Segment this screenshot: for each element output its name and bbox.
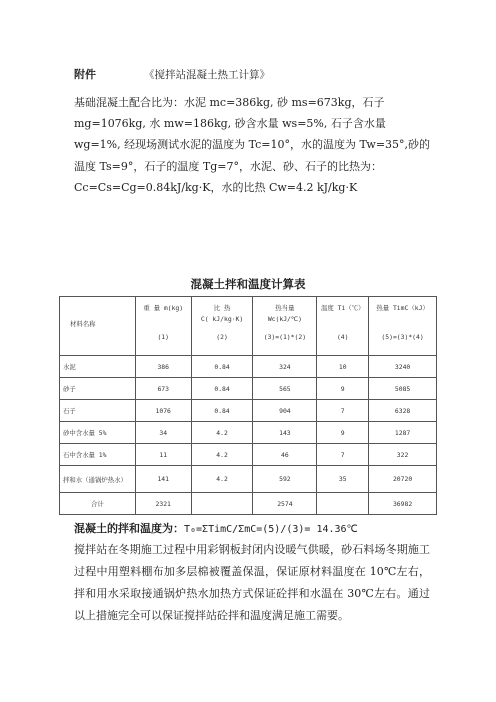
cell-heat-equivalent: 46 [253, 444, 317, 466]
table-title: 混凝土拌和温度计算表 [190, 277, 306, 291]
cell-total-specific-heat [191, 493, 253, 515]
cell-total-heat: 36982 [369, 493, 437, 515]
cell-heat-equivalent: 143 [253, 422, 317, 444]
cell-total-heat-equivalent: 2574 [253, 493, 317, 515]
cell-mass: 11 [135, 444, 191, 466]
cell-name: 砂中含水量 5% [60, 422, 136, 444]
cell-heat: 3240 [369, 356, 437, 378]
table-total-row [60, 493, 437, 515]
document-heading [74, 66, 270, 82]
cell-specific-heat: 4.2 [191, 422, 253, 444]
cell-total-mass: 2321 [135, 493, 191, 515]
table-row [60, 444, 437, 466]
cell-total-label: 合计 [60, 493, 136, 515]
table-row [60, 422, 437, 444]
cell-specific-heat: 0.84 [191, 378, 253, 400]
cell-mass: 386 [135, 356, 191, 378]
header-heat-equivalent: 热当量 Wc(kJ/℃) (3)=(1)*(2) [253, 297, 317, 356]
cell-heat: 5085 [369, 378, 437, 400]
cell-name: 水泥 [60, 356, 136, 378]
table-header-row [60, 297, 437, 356]
result-label: 混凝土的拌和温度为： [74, 522, 184, 535]
cell-heat: 20720 [369, 466, 437, 493]
cell-temperature: 7 [317, 444, 369, 466]
cell-temperature: 35 [317, 466, 369, 493]
cell-specific-heat: 0.84 [191, 400, 253, 422]
cell-heat: 6328 [369, 400, 437, 422]
cell-heat: 322 [369, 444, 437, 466]
header-temperature: 温度 Ti（℃） (4) [317, 297, 369, 356]
cell-specific-heat: 4.2 [191, 444, 253, 466]
table-row [60, 356, 437, 378]
table-row [60, 466, 437, 493]
cell-total-temperature [317, 493, 369, 515]
header-heat: 热量 TimC（kJ） (5)=(3)*(4) [369, 297, 437, 356]
cell-specific-heat: 0.84 [191, 356, 253, 378]
cell-temperature: 9 [317, 378, 369, 400]
table-row [60, 378, 437, 400]
cell-heat: 1287 [369, 422, 437, 444]
cell-temperature: 9 [317, 422, 369, 444]
header-specific-heat: 比 热 C( kJ/kg·K) (2) [191, 297, 253, 356]
cell-name: 石中含水量 1% [60, 444, 136, 466]
cell-mass: 1076 [135, 400, 191, 422]
table-row [60, 400, 437, 422]
cell-mass: 141 [135, 466, 191, 493]
cell-heat-equivalent: 904 [253, 400, 317, 422]
attachment-label: 附件 [74, 68, 96, 81]
cell-heat-equivalent: 592 [253, 466, 317, 493]
cell-mass: 673 [135, 378, 191, 400]
cell-heat-equivalent: 324 [253, 356, 317, 378]
cell-temperature: 7 [317, 400, 369, 422]
cell-specific-heat: 4.2 [191, 466, 253, 493]
header-weight: 重 量 m(kg) (1) [135, 297, 191, 356]
temperature-calc-table [59, 296, 437, 515]
document-title: 《搅拌站混凝土热工计算》 [144, 69, 270, 81]
cell-temperature: 10 [317, 356, 369, 378]
cell-mass: 34 [135, 422, 191, 444]
intro-text: 基础混凝土配合比为：水泥 mc=386kg, 砂 ms=673kg，石子 mg=1076kg, 水 mw=186kg, 砂含水量 ws=5%, 石子含水量 wg=1%, 经现场测试水泥的温度为 Tc=10°，水的温度为 Tw=35°,砂的温度 Ts=9°，石子的温度 Tg=7°，水泥、砂、石子的比热为：Cc=Cs=Cg=0.84kJ/kg·K，水的比热 Cw=4.2 kJ/kg·K [74, 96, 431, 194]
closing-paragraph [74, 539, 430, 627]
cell-name: 砂子 [60, 378, 136, 400]
intro-paragraph [74, 92, 432, 198]
cell-name: 石子 [60, 400, 136, 422]
mixing-temperature-result [74, 520, 358, 536]
cell-name: 拌和水（通锅炉热水） [60, 466, 136, 493]
header-name: 材料名称 [60, 297, 136, 356]
result-formula: T₀=ΣTimC/ΣmC=(5)/(3)= 14.36℃ [184, 524, 358, 535]
cell-heat-equivalent: 565 [253, 378, 317, 400]
closing-text: 搅拌站在冬期施工过程中用彩钢板封闭内设暖气供暖，砂石料场冬期施工过程中用塑料棚布加多层棉被覆盖保温，保证原材料温度在 10℃左右，拌和用水采取接通锅炉热水加热方式保证砼拌和水温在 30℃左右。通过以上措施完全可以保证搅拌站砼拌和温度满足施工需要。 [74, 543, 430, 622]
